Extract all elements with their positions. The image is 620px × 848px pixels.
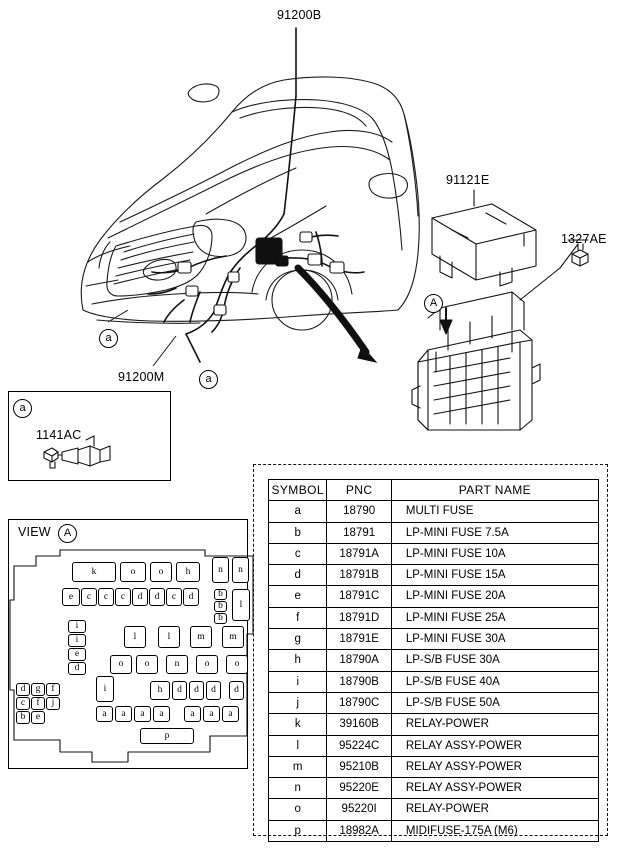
cell-symbol: f	[269, 607, 327, 628]
fusebox-cell: g	[31, 683, 45, 696]
fusebox-cell: m	[190, 626, 212, 648]
header-symbol: SYMBOL	[269, 480, 327, 501]
cell-pnc: 95220I	[327, 799, 391, 820]
table-row	[269, 756, 599, 777]
header-part-name: PART NAME	[391, 480, 598, 501]
marker-a-junction: A	[424, 294, 443, 313]
fusebox-cell: d	[183, 588, 199, 606]
view-a-circle: A	[58, 524, 77, 543]
table-row	[269, 714, 599, 735]
cell-pnc: 18982A	[327, 820, 391, 841]
cell-symbol: i	[269, 671, 327, 692]
cell-symbol: l	[269, 735, 327, 756]
fusebox-cell: l	[158, 626, 180, 648]
cell-pnc: 95224C	[327, 735, 391, 756]
parts-table-container	[253, 464, 608, 836]
fusebox-cell: b	[214, 613, 227, 624]
fusebox-cell: n	[166, 655, 188, 674]
fusebox-cell: o	[120, 562, 146, 582]
marker-a-detail-box: a	[13, 399, 32, 418]
callout-1327AE: 1327AE	[561, 232, 607, 246]
fusebox-cell: o	[226, 655, 248, 674]
fusebox-cell: d	[68, 662, 86, 675]
marker-a-harness: a	[199, 370, 218, 389]
table-row	[269, 543, 599, 564]
cell-symbol: d	[269, 565, 327, 586]
fusebox-cell: d	[149, 588, 165, 606]
cell-part-name: LP-MINI FUSE 30A	[391, 629, 598, 650]
table-row	[269, 586, 599, 607]
callout-91121E: 91121E	[446, 173, 490, 187]
fusebox-cell: f	[31, 697, 45, 710]
cell-pnc: 18791D	[327, 607, 391, 628]
fusebox-cell: d	[16, 683, 30, 696]
table-row	[269, 778, 599, 799]
fusebox-cell: d	[172, 681, 187, 700]
fusebox-cell: c	[115, 588, 131, 606]
table-row	[269, 820, 599, 841]
cell-part-name: LP-MINI FUSE 10A	[391, 543, 598, 564]
cell-pnc: 18790B	[327, 671, 391, 692]
table-row	[269, 671, 599, 692]
cell-pnc: 18790C	[327, 692, 391, 713]
fusebox-cell: c	[16, 697, 30, 710]
fusebox-cell: f	[46, 683, 60, 696]
fusebox-cell: p	[140, 728, 194, 744]
fusebox-cell: c	[81, 588, 97, 606]
fusebox-cell: o	[150, 562, 172, 582]
cell-symbol: m	[269, 756, 327, 777]
callout-91200M: 91200M	[118, 370, 165, 384]
cell-symbol: h	[269, 650, 327, 671]
fusebox-cell: o	[196, 655, 218, 674]
fusebox-cell: b	[16, 711, 30, 724]
fusebox-cell: i	[68, 620, 86, 633]
fusebox-cell: o	[110, 655, 132, 674]
cell-pnc: 18791A	[327, 543, 391, 564]
table-row	[269, 607, 599, 628]
cell-part-name: MULTI FUSE	[391, 501, 598, 522]
cell-pnc: 95220E	[327, 778, 391, 799]
callout-91200B: 91200B	[277, 8, 322, 22]
fusebox-cell: c	[166, 588, 182, 606]
cell-symbol: b	[269, 522, 327, 543]
cell-part-name: LP-MINI FUSE 20A	[391, 586, 598, 607]
table-header-row	[269, 480, 599, 501]
cell-pnc: 18791B	[327, 565, 391, 586]
fusebox-cell: i	[96, 676, 114, 702]
marker-a-bumper: a	[99, 329, 118, 348]
fusebox-cell: e	[31, 711, 45, 724]
cell-pnc: 18790	[327, 501, 391, 522]
fusebox-cell: c	[98, 588, 114, 606]
fusebox-cell: e	[68, 648, 86, 661]
table-row	[269, 522, 599, 543]
fusebox-cell: a	[203, 706, 220, 722]
view-a-label: VIEW	[18, 525, 51, 539]
fusebox-cell: e	[62, 588, 80, 606]
cell-symbol: e	[269, 586, 327, 607]
fusebox-cell: a	[96, 706, 113, 722]
table-row	[269, 501, 599, 522]
table-row	[269, 650, 599, 671]
table-row	[269, 565, 599, 586]
cell-part-name: LP-MINI FUSE 7.5A	[391, 522, 598, 543]
table-row	[269, 735, 599, 756]
fusebox-cell: a	[153, 706, 170, 722]
cell-part-name: RELAY-POWER	[391, 714, 598, 735]
fusebox-cell: d	[132, 588, 148, 606]
fusebox-cell: a	[115, 706, 132, 722]
cell-symbol: j	[269, 692, 327, 713]
fusebox-cell: h	[176, 562, 200, 582]
fusebox-cell: h	[150, 681, 170, 700]
fusebox-cell: d	[189, 681, 204, 700]
fusebox-cell: j	[46, 697, 60, 710]
cell-part-name: LP-S/B FUSE 40A	[391, 671, 598, 692]
cell-symbol: k	[269, 714, 327, 735]
fusebox-cell: m	[222, 626, 244, 648]
cell-pnc: 18791	[327, 522, 391, 543]
cell-symbol: p	[269, 820, 327, 841]
fusebox-cell: o	[136, 655, 158, 674]
fusebox-cell: d	[229, 681, 244, 700]
cell-part-name: LP-MINI FUSE 15A	[391, 565, 598, 586]
header-pnc: PNC	[327, 480, 391, 501]
cell-part-name: LP-S/B FUSE 50A	[391, 692, 598, 713]
cell-symbol: n	[269, 778, 327, 799]
fusebox-cell: a	[222, 706, 239, 722]
cell-symbol: a	[269, 501, 327, 522]
fusebox-cell: n	[232, 557, 249, 583]
table-row	[269, 629, 599, 650]
fusebox-cell: l	[124, 626, 146, 648]
clip-detail-box	[8, 391, 171, 481]
fusebox-cell: k	[72, 562, 116, 582]
cell-pnc: 39160B	[327, 714, 391, 735]
cell-pnc: 95210B	[327, 756, 391, 777]
cell-part-name: RELAY ASSY-POWER	[391, 756, 598, 777]
table-row	[269, 692, 599, 713]
fusebox-cell: b	[214, 589, 227, 600]
cell-symbol: c	[269, 543, 327, 564]
cell-pnc: 18791C	[327, 586, 391, 607]
fusebox-cell: a	[134, 706, 151, 722]
fusebox-cell: l	[232, 589, 250, 621]
cell-pnc: 18790A	[327, 650, 391, 671]
cell-part-name: MIDIFUSE-175A (M6)	[391, 820, 598, 841]
cell-symbol: g	[269, 629, 327, 650]
cell-pnc: 18791E	[327, 629, 391, 650]
fusebox-cell: a	[184, 706, 201, 722]
fusebox-cell: d	[206, 681, 221, 700]
fusebox-cell: i	[68, 634, 86, 647]
parts-table	[268, 479, 599, 842]
cell-part-name: LP-MINI FUSE 25A	[391, 607, 598, 628]
fusebox-cell: b	[214, 601, 227, 612]
cell-part-name: LP-S/B FUSE 30A	[391, 650, 598, 671]
fusebox-cell: n	[212, 557, 229, 583]
callout-1141AC: 1141AC	[36, 428, 82, 442]
cell-symbol: o	[269, 799, 327, 820]
cell-part-name: RELAY ASSY-POWER	[391, 735, 598, 756]
table-row	[269, 799, 599, 820]
cell-part-name: RELAY ASSY-POWER	[391, 778, 598, 799]
cell-part-name: RELAY-POWER	[391, 799, 598, 820]
